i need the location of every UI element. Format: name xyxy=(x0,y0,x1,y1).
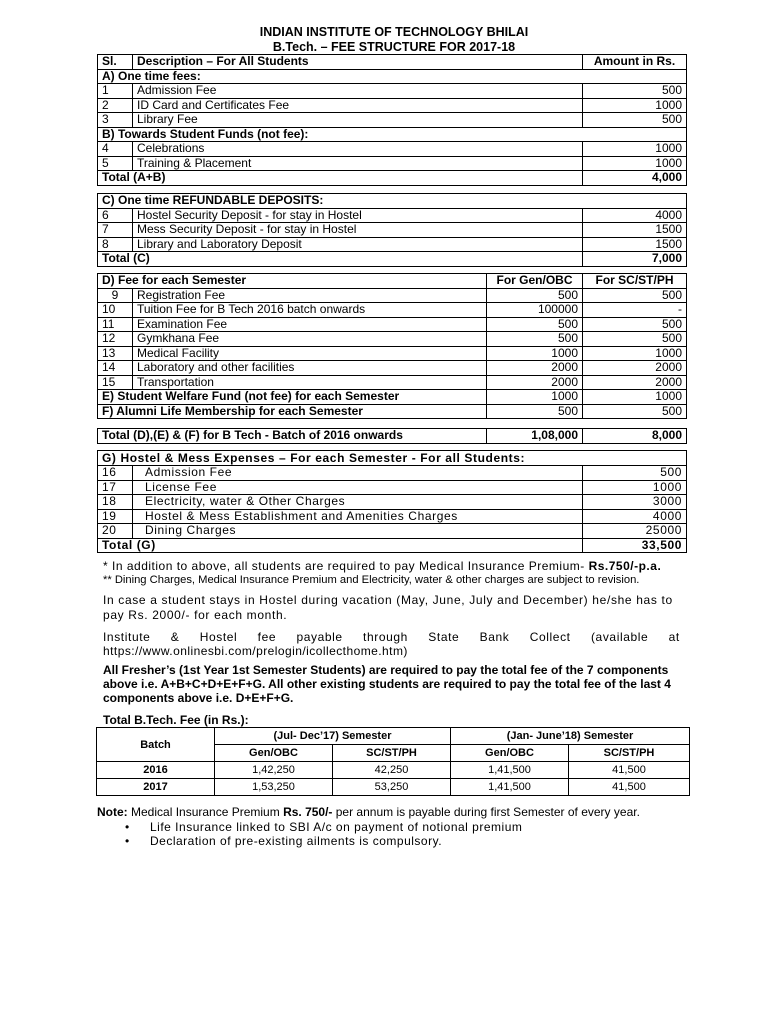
section-a-title: A) One time fees: xyxy=(98,69,687,84)
vacation-note-line2: pay Rs. 2000/- for each month. xyxy=(103,608,288,622)
table-row: 2 ID Card and Certificates Fee 1000 xyxy=(98,98,687,113)
table-row: 18 Electricity, water & Other Charges 3000 xyxy=(98,495,687,510)
section-e-row: E) Student Welfare Fund (not fee) for each Semester 1000 1000 xyxy=(98,390,687,405)
table-header-row xyxy=(98,55,687,70)
table-row: 5 Training & Placement 1000 xyxy=(98,156,687,171)
table-row: 10 Tuition Fee for B Tech 2016 batch onwards 100000 - xyxy=(98,303,687,318)
fresher-note-line3: components above i.e. D+E+F+G. xyxy=(103,691,294,705)
total-fee-title: Total B.Tech. Fee (in Rs.): xyxy=(103,713,249,727)
table-row: 2017 1,53,250 53,250 1,41,500 41,500 xyxy=(97,779,690,796)
header-sc-st-ph: For SC/ST/PH xyxy=(583,274,687,289)
table-row: 17 License Fee 1000 xyxy=(98,480,687,495)
section-c-title: C) One time REFUNDABLE DEPOSITS: xyxy=(98,194,687,209)
table-subheader-row: Gen/OBC SC/ST/PH Gen/OBC SC/ST/PH xyxy=(97,745,690,762)
institute-title: INDIAN INSTITUTE OF TECHNOLOGY BHILAI xyxy=(259,25,529,39)
total-row: Total (A+B) 4,000 xyxy=(98,171,687,186)
table-row: 2016 1,42,250 42,250 1,41,500 41,500 xyxy=(97,762,690,779)
batch-fee-table xyxy=(96,727,690,796)
table-header-row xyxy=(98,274,687,289)
header-jan-june: (Jan- June’18) Semester xyxy=(451,728,690,745)
table-row: 20 Dining Charges 25000 xyxy=(98,524,687,539)
total-row: Total (C) 7,000 xyxy=(98,252,687,267)
fresher-note-line2: above i.e. A+B+C+D+E+F+G. All other existing students are required to pay the total fee of the last 4 xyxy=(103,677,671,691)
section-d-title: D) Fee for each Semester xyxy=(98,274,487,289)
table-row: 16 Admission Fee 500 xyxy=(98,466,687,481)
fresher-note-line1: All Fresher’s (1st Year 1st Semester Students) are required to pay the total fee of the 7 components xyxy=(103,663,669,677)
insurance-note: * In addition to above, all students are required to pay Medical Insurance Premium- Rs.750/-p.a. xyxy=(103,559,662,573)
header-sl: Sl. xyxy=(98,55,133,70)
table-row: 12 Gymkhana Fee 500 500 xyxy=(98,332,687,347)
vacation-note-line1: In case a student stays in Hostel during vacation (May, June, July and December) he/she has to xyxy=(103,593,673,607)
header-jul-dec: (Jul- Dec’17) Semester xyxy=(215,728,451,745)
total-row: Total (G) 33,500 xyxy=(98,538,687,553)
table-row: 9 Registration Fee 500 500 xyxy=(98,288,687,303)
table-row: 1 Admission Fee 500 xyxy=(98,84,687,99)
header-description: Description – For All Students xyxy=(133,55,583,70)
hostel-mess-table-g xyxy=(97,450,687,553)
table-row: 13 Medical Facility 1000 1000 xyxy=(98,346,687,361)
fee-table-ab xyxy=(97,54,687,186)
table-row: 14 Laboratory and other facilities 2000 2000 xyxy=(98,361,687,376)
semester-fee-table-d xyxy=(97,273,687,419)
medical-insurance-note: Note: Medical Insurance Premium Rs. 750/- per annum is payable during first Semester of every year. xyxy=(97,805,640,819)
list-item: • Life Insurance linked to SBI A/c on payment of notional premium xyxy=(125,820,523,834)
document-title: B.Tech. – FEE STRUCTURE FOR 2017-18 xyxy=(272,40,516,54)
list-item: • Declaration of pre-existing ailments is compulsory. xyxy=(125,834,443,848)
table-row: 3 Library Fee 500 xyxy=(98,113,687,128)
table-row: 6 Hostel Security Deposit - for stay in Hostel 4000 xyxy=(98,208,687,223)
payment-link[interactable]: https://www.onlinesbi.com/prelogin/icollecthome.htm) xyxy=(103,644,408,658)
table-row: 11 Examination Fee 500 500 xyxy=(98,317,687,332)
payment-note-line1: Institute & Hostel fee payable through State Bank Collect (available at xyxy=(103,630,680,644)
revision-note: ** Dining Charges, Medical Insurance Premium and Electricity, water & other charges are subject to revision. xyxy=(103,574,640,586)
table-row: 19 Hostel & Mess Establishment and Amenities Charges 4000 xyxy=(98,509,687,524)
deposit-table-c xyxy=(97,193,687,267)
table-row: 4 Celebrations 1000 xyxy=(98,142,687,157)
section-g-title: G) Hostel & Mess Expenses – For each Semester - For all Students: xyxy=(98,451,687,466)
table-row: 15 Transportation 2000 2000 xyxy=(98,375,687,390)
section-f-row: F) Alumni Life Membership for each Semester 500 500 xyxy=(98,404,687,419)
total-def-table xyxy=(97,428,687,444)
header-gen-obc: For Gen/OBC xyxy=(487,274,583,289)
header-amount: Amount in Rs. xyxy=(583,55,687,70)
section-b-title: B) Towards Student Funds (not fee): xyxy=(98,127,687,142)
total-row: Total (D),(E) & (F) for B Tech - Batch of 2016 onwards 1,08,000 8,000 xyxy=(98,429,687,444)
header-batch: Batch xyxy=(97,728,215,762)
table-row: 7 Mess Security Deposit - for stay in Hostel 1500 xyxy=(98,223,687,238)
table-row: 8 Library and Laboratory Deposit 1500 xyxy=(98,237,687,252)
